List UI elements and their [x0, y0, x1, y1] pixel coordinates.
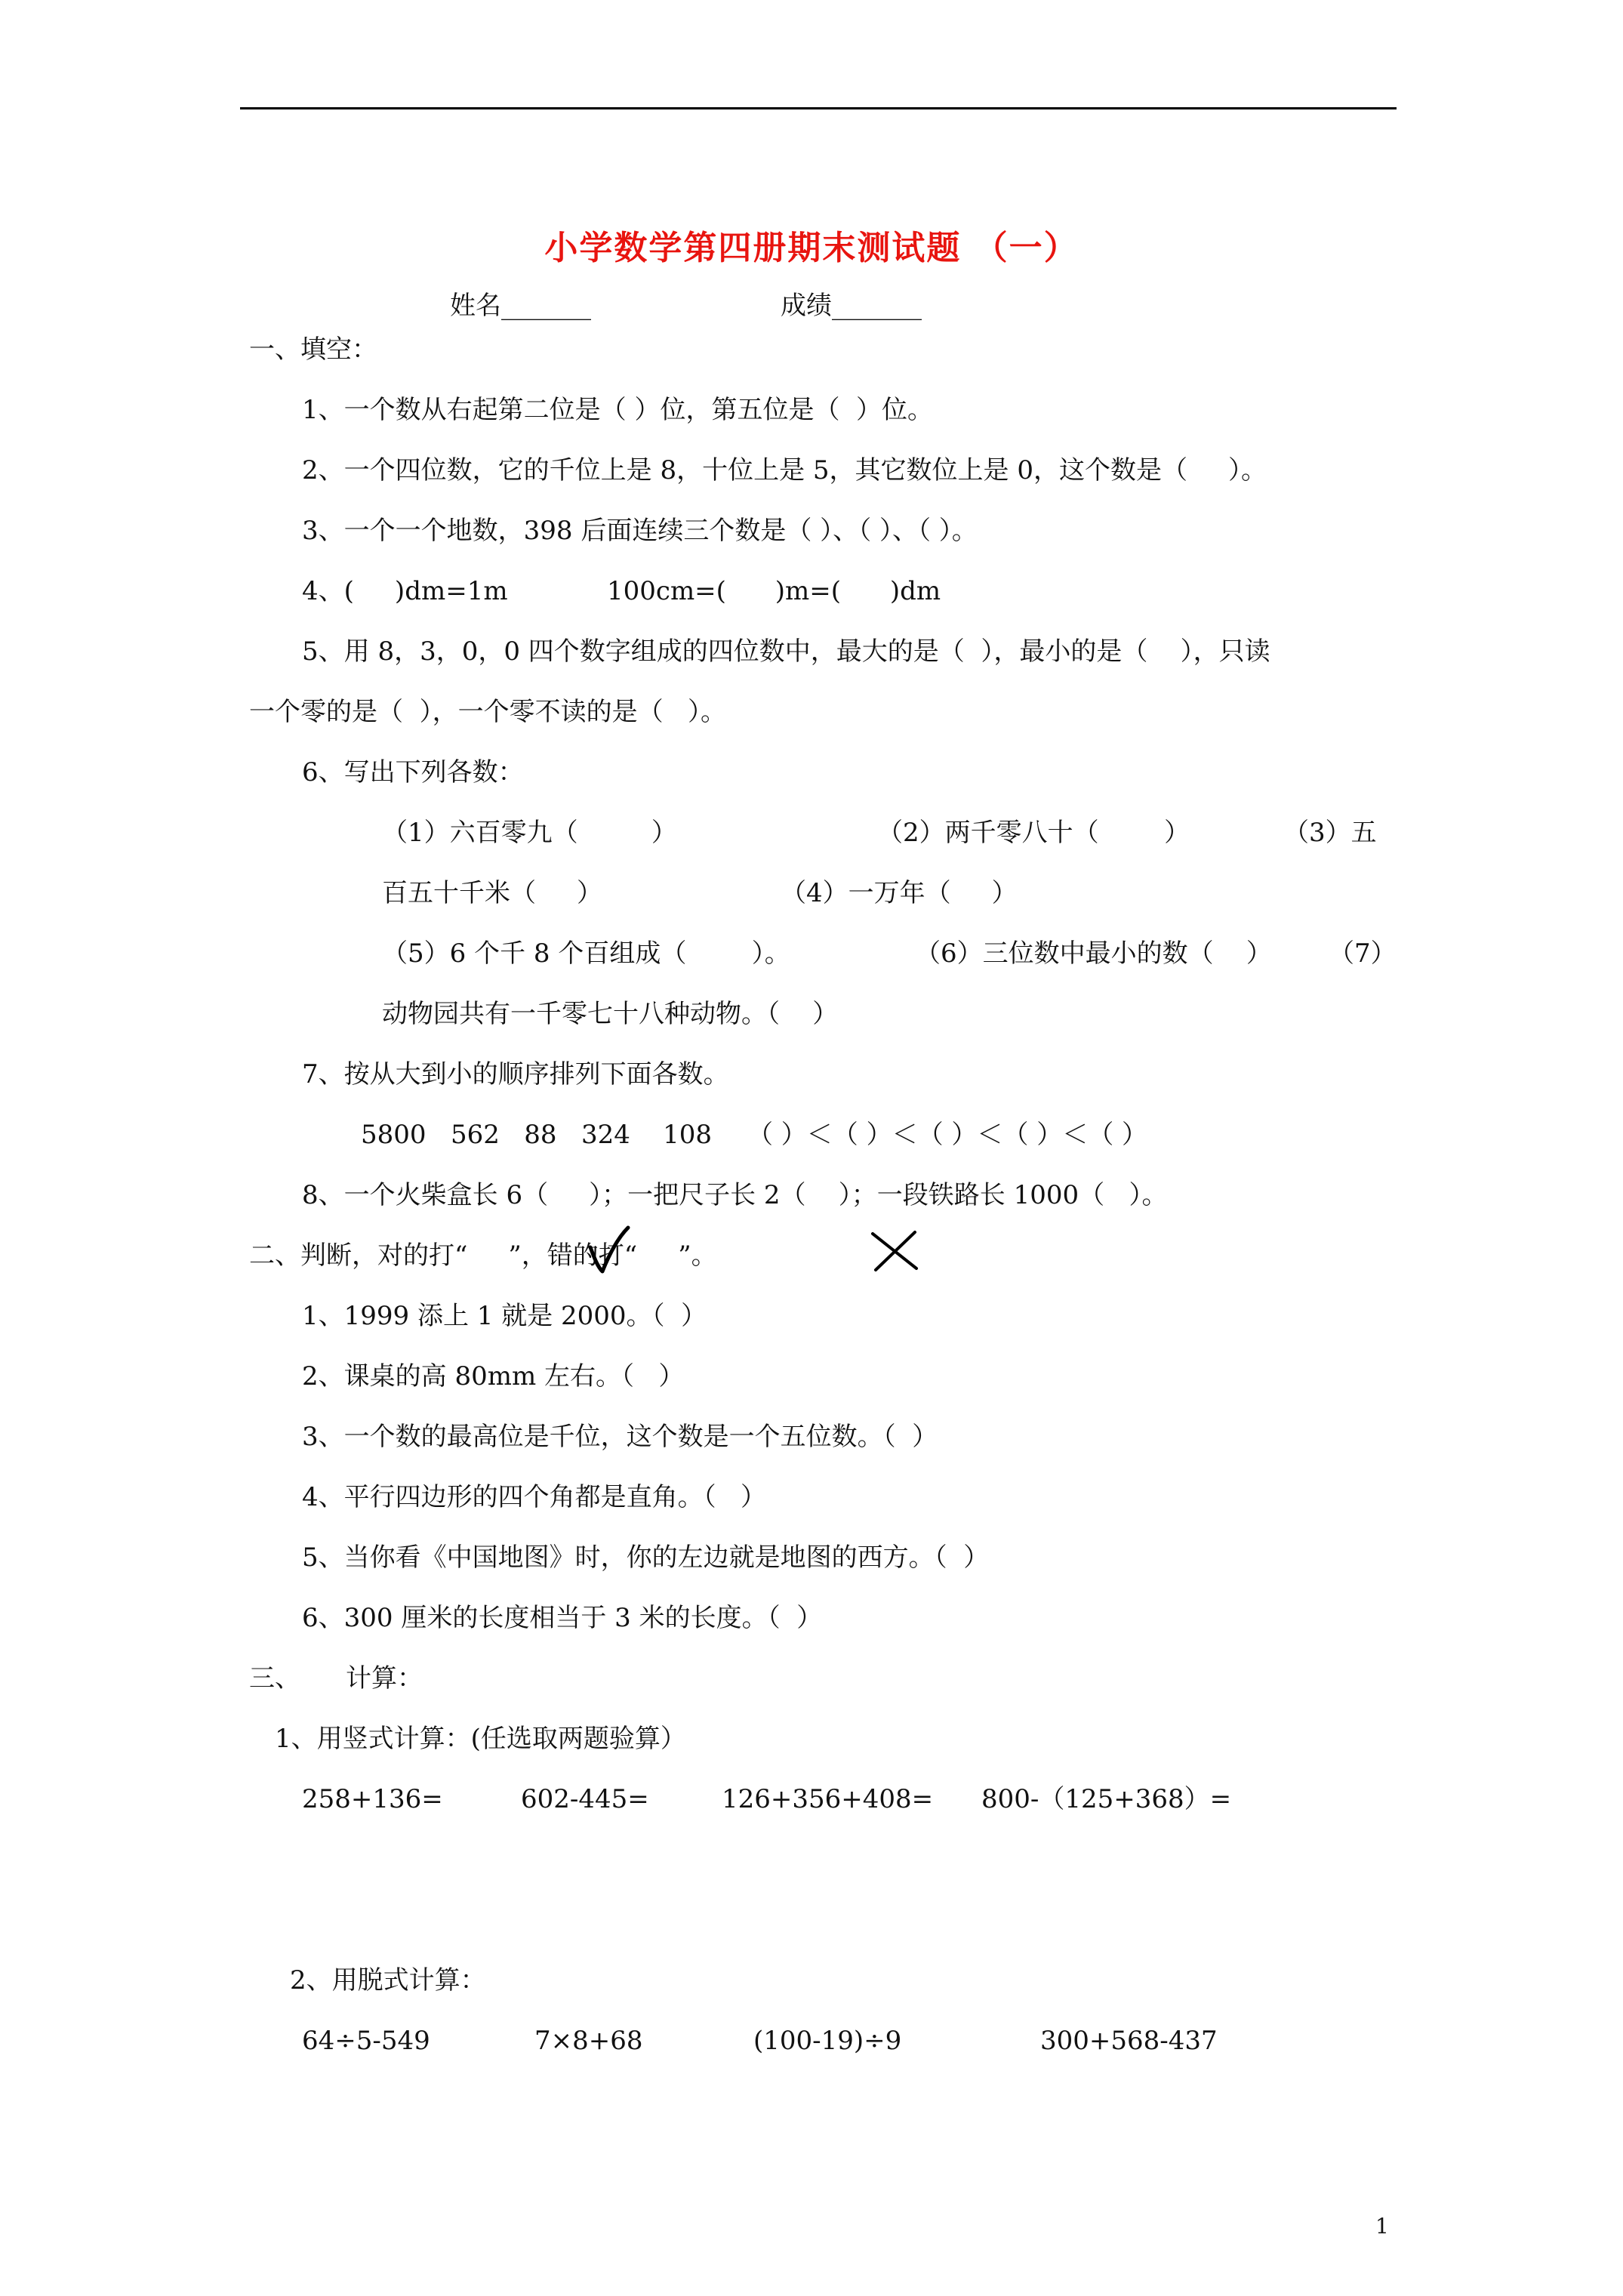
s2-question-1: 1、1999 添上 1 就是 2000。（ ）	[302, 1301, 707, 1331]
s1-question-5-line2: 一个零的是（ ），一个零不读的是（ ）。	[249, 697, 727, 727]
s1-question-6-3b: 百五十千米（ ）	[382, 878, 603, 908]
s1-question-7: 7、按从大到小的顺序排列下面各数。	[302, 1059, 729, 1089]
cross-mark-icon	[868, 1229, 921, 1273]
s2-question-2: 2、课桌的高 80mm 左右。（ ）	[302, 1361, 685, 1391]
s1-question-6-7a: （7）	[1329, 938, 1397, 969]
s3-sub2-heading: 2、用脱式计算：	[290, 1965, 486, 1996]
s2-question-4: 4、平行四边形的四个角都是直角。（ ）	[302, 1482, 767, 1512]
s1-question-6-5: （5）6 个千 8 个百组成（ ）。	[382, 938, 790, 969]
s3-sub1-item-3: 126+356+408=	[722, 1784, 934, 1814]
s1-question-6-7b: 动物园共有一千零七十八种动物。（ ）	[382, 999, 839, 1029]
s1-question-6-2: （2）两千零八十（ ）	[877, 818, 1190, 848]
s1-question-4b: 100cm=( )m=( )dm	[607, 576, 941, 606]
s1-question-4a: 4、( )dm=1m	[302, 576, 508, 606]
s2-question-5: 5、当你看《中国地图》时，你的左边就是地图的西方。（ ）	[302, 1542, 990, 1573]
section3-heading: 计算：	[346, 1663, 423, 1693]
s1-question-1: 1、一个数从右起第二位是（ ）位，第五位是（ ）位。	[302, 395, 934, 425]
s1-question-2: 2、一个四位数，它的千位上是 8，十位上是 5，其它数位上是 0，这个数是（ ）。	[302, 455, 1267, 485]
section3-heading-number: 三、	[249, 1663, 300, 1693]
s1-question-5-line1: 5、用 8，3，0，0 四个数字组成的四位数中，最大的是（ ），最小的是（ ），只读	[302, 636, 1270, 667]
s1-question-6-6: （6）三位数中最小的数（ ）	[915, 938, 1272, 969]
section1-heading: 一、填空：	[249, 334, 377, 365]
s1-question-7-numbers: 5800 562 88 324 108	[361, 1120, 712, 1150]
s3-sub1-item-2: 602-445=	[521, 1784, 649, 1814]
s2-question-3: 3、一个数的最高位是千位，这个数是一个五位数。（ ）	[302, 1422, 938, 1452]
s1-question-6-1: （1）六百零九（ ）	[382, 818, 677, 848]
s2-question-6: 6、300 厘米的长度相当于 3 米的长度。（ ）	[302, 1603, 823, 1633]
s3-sub2-item-4: 300+568-437	[1040, 2026, 1218, 2056]
score-field: 成绩_______	[781, 291, 922, 321]
s1-question-6: 6、写出下列各数：	[302, 757, 524, 787]
s1-question-8: 8、一个火柴盒长 6（ ）；一把尺子长 2（ ）；一段铁路长 1000（ ）。	[302, 1180, 1168, 1210]
s1-question-6-3a: （3）五	[1283, 818, 1377, 848]
s3-sub2-item-2: 7×8+68	[534, 2026, 643, 2056]
checkmark-icon	[587, 1225, 633, 1277]
section2-heading: 二、判断，对的打“ ”，错的打“ ”。	[249, 1240, 717, 1271]
s3-sub1-item-1: 258+136=	[302, 1784, 443, 1814]
s3-sub1-heading: 1、用竖式计算：(任选取两题验算）	[275, 1724, 686, 1754]
name-field: 姓名_______	[450, 291, 591, 321]
s3-sub2-item-3: (100-19)÷9	[753, 2026, 902, 2056]
header-rule	[240, 107, 1397, 109]
s1-question-7-blanks: （ ）＜（ ）＜（ ）＜（ ）＜（ ）	[747, 1120, 1148, 1150]
s3-sub1-item-4: 800-（125+368）=	[981, 1784, 1232, 1814]
s1-question-3: 3、一个一个地数，398 后面连续三个数是（ ）、（ ）、（ ）。	[302, 516, 978, 546]
s1-question-6-4: （4）一万年（ ）	[781, 878, 1018, 908]
page-title: 小学数学第四册期末测试题 （一）	[544, 229, 1079, 267]
s3-sub2-item-1: 64÷5-549	[302, 2026, 430, 2056]
page-number: 1	[1375, 2214, 1389, 2239]
